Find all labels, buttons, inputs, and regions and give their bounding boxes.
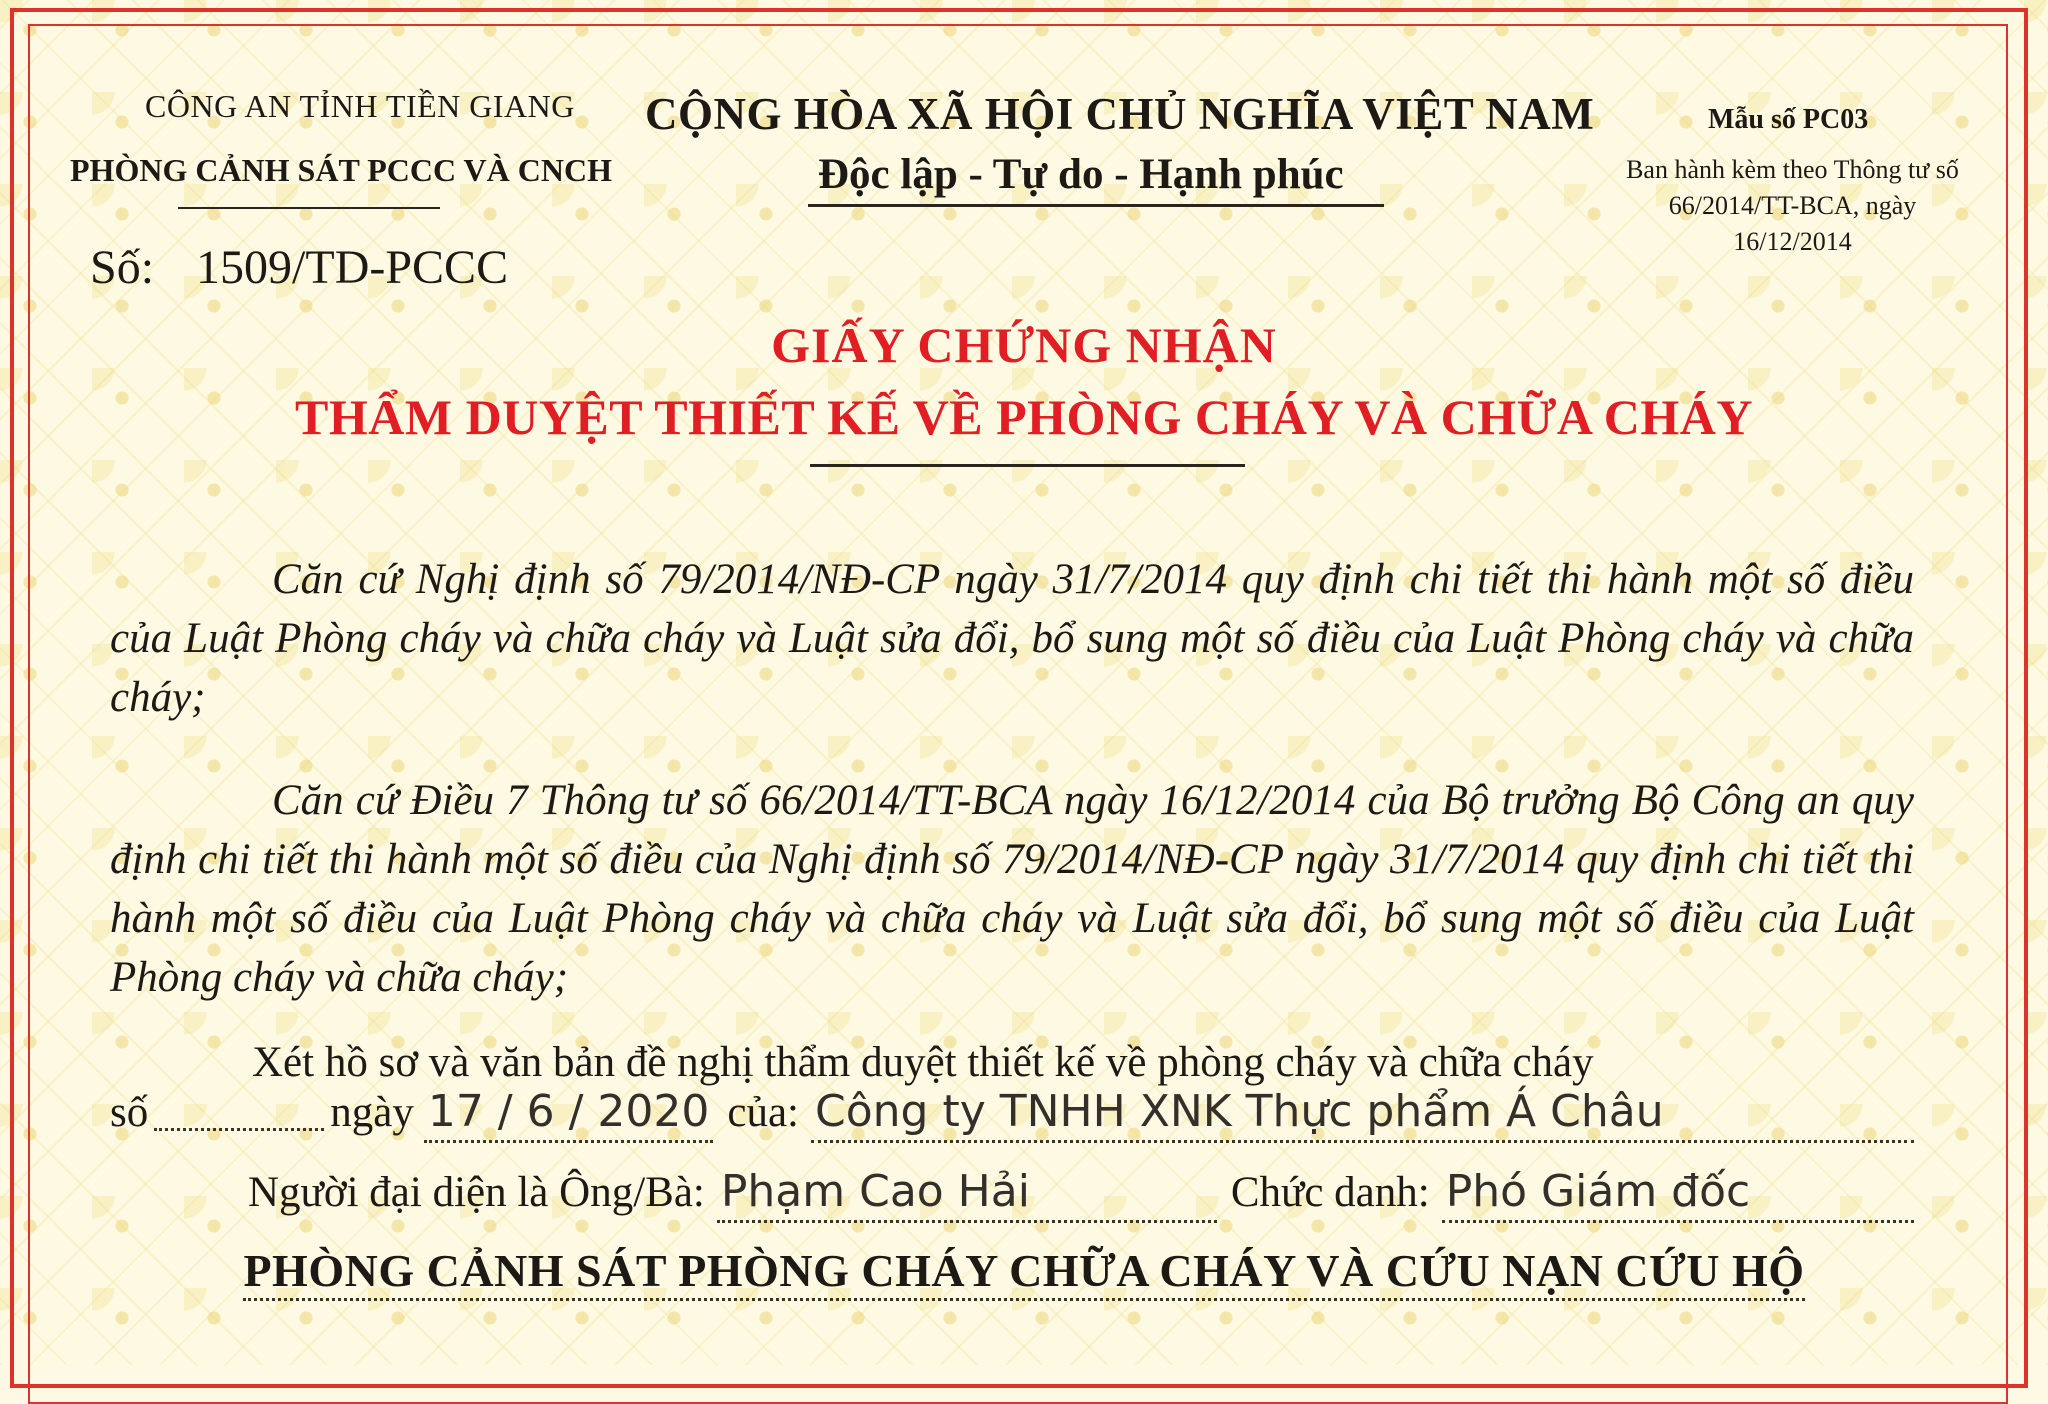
certificate-title: GIẤY CHỨNG NHẬN bbox=[771, 317, 1277, 373]
document-number bbox=[90, 240, 508, 295]
slogan-underline bbox=[808, 204, 1384, 207]
representative-label: Người đại diện là Ông/Bà: bbox=[248, 1169, 705, 1216]
position-value: Phó Giám đốc bbox=[1442, 1164, 1914, 1223]
agency-underline bbox=[178, 207, 440, 209]
title-underline bbox=[810, 464, 1245, 467]
number-blank bbox=[154, 1128, 324, 1131]
certificate-subtitle: THẨM DUYỆT THIẾT KẾ VỀ PHÒNG CHÁY VÀ CHỮA CHÁY bbox=[295, 389, 1753, 445]
document-number-label: Số: bbox=[90, 241, 155, 294]
form-code: Mẫu số PC03 bbox=[1708, 104, 1869, 135]
application-details-row bbox=[110, 1084, 1914, 1143]
legal-basis-paragraph-1: Căn cứ Nghị định số 79/2014/NĐ-CP ngày 31/7/2014 quy định chi tiết thi hành một số điều của Luật Phòng cháy và chữa cháy và Luật sửa đổi, bổ sung một số điều của Luật Phòng cháy và chữa cháy; bbox=[110, 556, 1914, 721]
issuing-authority-name: PHÒNG CẢNH SÁT PHÒNG CHÁY CHỮA CHÁY VÀ CỨU NẠN CỨU HỘ bbox=[243, 1245, 1804, 1301]
legal-basis-paragraph-2: Căn cứ Điều 7 Thông tư số 66/2014/TT-BCA ngày 16/12/2014 của Bộ trưởng Bộ Công an quy định chi tiết thi hành một số điều của Nghị định số 79/2014/NĐ-CP ngày 31/7/2014 quy định chi tiết thi hành một số điều của Luật Phòng cháy và chữa cháy và Luật sửa đổi, bổ sung một số điều của Luật Phòng cháy và chữa cháy; bbox=[110, 777, 1914, 1001]
agency-line-1: CÔNG AN TỈNH TIỀN GIANG bbox=[145, 88, 575, 124]
national-motto: CỘNG HÒA XÃ HỘI CHỦ NGHĨA VIỆT NAM bbox=[645, 89, 1595, 139]
representative-row bbox=[248, 1164, 1914, 1223]
position-label: Chức danh: bbox=[1230, 1169, 1430, 1216]
form-note: Ban hành kèm theo Thông tư số 66/2014/TT-BCA, ngày 16/12/2014 bbox=[1626, 155, 1959, 256]
national-slogan: Độc lập - Tự do - Hạnh phúc bbox=[818, 151, 1344, 198]
company-name: Công ty TNHH XNK Thực phẩm Á Châu bbox=[811, 1084, 1914, 1143]
date-label: ngày bbox=[330, 1089, 414, 1136]
agency-line-2: PHÒNG CẢNH SÁT PCCC VÀ CNCH bbox=[70, 152, 612, 188]
date-value: 17 / 6 / 2020 bbox=[424, 1084, 714, 1143]
of-label: của: bbox=[727, 1089, 800, 1136]
number-label: số bbox=[110, 1089, 149, 1136]
representative-name: Phạm Cao Hải bbox=[717, 1164, 1217, 1223]
issuing-authority bbox=[0, 1244, 2048, 1297]
review-paragraph: Xét hồ sơ và văn bản đề nghị thẩm duyệt thiết kế về phòng cháy và chữa cháy bbox=[252, 1039, 1594, 1086]
document-number-value: 1509/TD-PCCC bbox=[196, 241, 509, 294]
